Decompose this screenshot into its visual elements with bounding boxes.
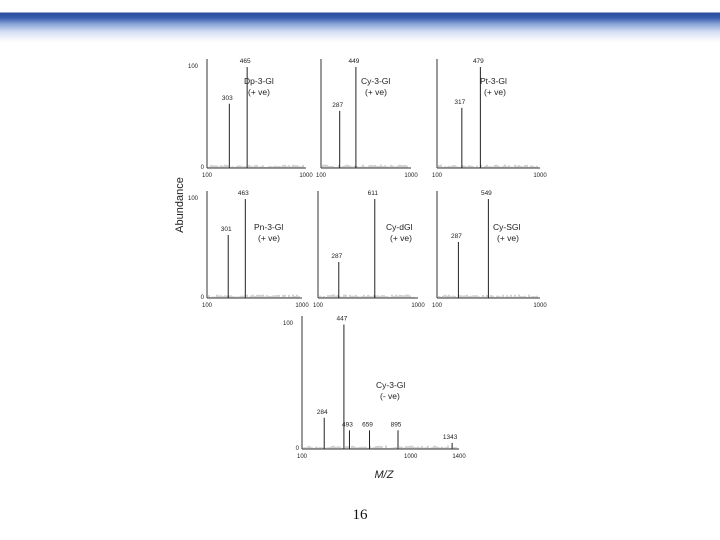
x-tick-label: 100 [201, 303, 213, 309]
spectrum-panel [432, 190, 547, 309]
peak-label: 287 [450, 233, 462, 240]
y-tick-label: 0 [200, 295, 204, 301]
peak-label: 284 [316, 408, 328, 416]
peak-label: 895 [390, 421, 402, 429]
peak-label: 479 [472, 58, 484, 66]
y-tick-label: 100 [187, 196, 198, 202]
x-tick-label: 1000 [295, 303, 309, 309]
ion-mode-label: (+ ve) [258, 233, 280, 243]
x-tick-label: 100 [201, 173, 213, 179]
peak-label: 1343 [442, 433, 458, 441]
peak-label: 611 [367, 190, 378, 197]
peak-label: 301 [220, 226, 232, 233]
ion-mode-label: (- ve) [380, 391, 400, 401]
page-number: 16 [352, 507, 368, 523]
x-tick-label: 100 [431, 303, 443, 309]
x-tick-label: 100 [315, 173, 327, 179]
x-tick-label: 100 [296, 454, 308, 460]
y-axis-label: Abundance [174, 177, 186, 233]
peak-label: 549 [480, 190, 492, 197]
x-tick-label: 1000 [533, 173, 547, 179]
x-tick-label: 100 [431, 173, 443, 179]
y-tick-label: 100 [187, 64, 198, 70]
spectrum-panel [432, 58, 547, 179]
ion-mode-label: (+ ve) [484, 87, 506, 97]
peak-label: 287 [331, 253, 343, 260]
peak-label: 659 [362, 421, 373, 429]
compound-title: Pt-3-Gl [480, 76, 507, 86]
ion-mode-label: (+ ve) [248, 87, 270, 97]
spectrum-panel [188, 58, 313, 179]
spectra-panels [188, 58, 547, 460]
y-tick-label: 0 [295, 446, 299, 452]
compound-title: Pn-3-Gl [254, 222, 284, 232]
x-tick-label: 1400 [452, 454, 466, 460]
y-tick-label: 100 [282, 321, 293, 327]
spectrum-panel [283, 316, 466, 460]
spectrum-panel [313, 190, 425, 309]
x-tick-label: 1000 [411, 303, 425, 309]
y-tick-label: 0 [200, 165, 204, 171]
compound-title: Cy-SGl [493, 222, 521, 232]
x-tick-label: 100 [312, 303, 324, 309]
peak-label: 449 [348, 58, 360, 66]
peak-label: 303 [221, 94, 233, 102]
compound-title: Cy-3-Gl [361, 76, 391, 86]
ion-mode-label: (+ ve) [365, 87, 387, 97]
peak-label: 463 [237, 190, 249, 197]
x-axis-label: M/Z [374, 469, 394, 481]
spectrum-panel [188, 190, 309, 309]
peak-label: 493 [342, 421, 353, 429]
compound-title: Cy-3-Gl [376, 380, 406, 390]
peak-label: 317 [454, 98, 466, 106]
spectrum-panel [316, 58, 418, 179]
compound-title: Dp-3-Gl [244, 76, 274, 86]
x-tick-label: 1000 [533, 303, 547, 309]
x-tick-label: 1000 [404, 454, 418, 460]
ion-mode-label: (+ ve) [390, 233, 412, 243]
ion-mode-label: (+ ve) [497, 233, 519, 243]
peak-label: 447 [336, 315, 348, 323]
x-tick-label: 1000 [404, 173, 418, 179]
x-tick-label: 1000 [299, 173, 313, 179]
peak-label: 465 [239, 58, 251, 66]
peak-label: 287 [332, 101, 344, 109]
compound-title: Cy-dGl [386, 222, 413, 232]
